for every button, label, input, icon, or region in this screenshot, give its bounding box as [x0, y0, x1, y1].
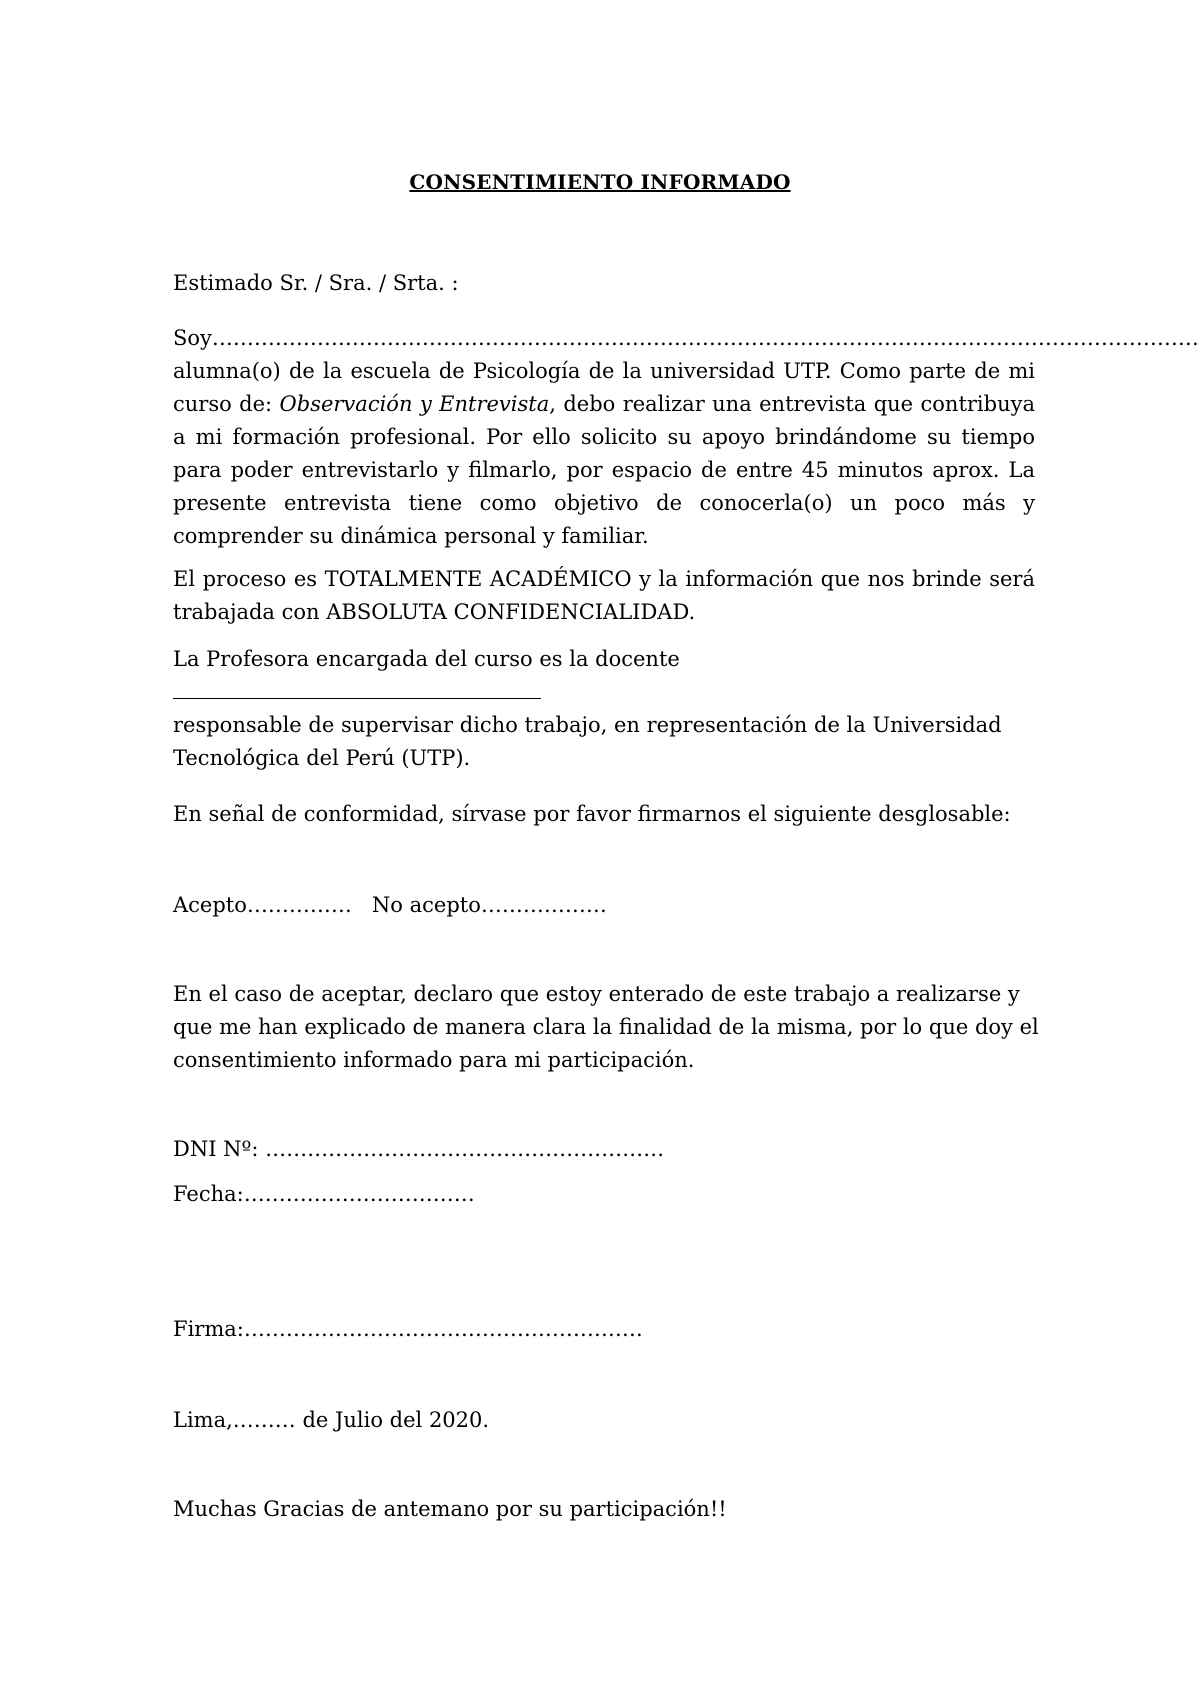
academic-paragraph: El proceso es TOTALMENTE ACADÉMICO y la información que nos brinde será trabajada con ABSOLUTA CONFIDENCIALIDAD. [173, 567, 1035, 624]
professor-text-a: La Profesora encargada del curso es la docente [173, 647, 680, 671]
soy-label: Soy [173, 326, 212, 350]
course-name: Observación y Entrevista [279, 392, 550, 416]
greeting: Estimado Sr. / Sra. / Srta. : [173, 271, 459, 295]
dni-field: DNI Nº: ………………………………………………… [173, 1137, 665, 1161]
declaration-paragraph: En el caso de aceptar, declaro que estoy enterado de este trabajo a realizarse y que me han explicado de manera clara la finalidad de la misma, por lo que doy el consentimiento informado para mi participación. [173, 982, 1039, 1072]
accept-option: Acepto…………… [173, 893, 352, 917]
reject-option: No acepto……………… [371, 893, 607, 917]
firma-field: Firma:………………………………………………… [173, 1317, 643, 1341]
fecha-field: Fecha:…………………………… [173, 1182, 475, 1206]
soy-line [173, 322, 1199, 355]
conformity-paragraph: En señal de conformidad, sírvase por favor firmarnos el siguiente desglosable: [173, 802, 1011, 826]
professor-paragraph [173, 643, 1035, 775]
intro-paragraph [173, 322, 1199, 553]
intro-text-a: alumna(o) de la escuela de Psicología de la universidad UTP. Como parte de mi curso de: [173, 359, 1035, 416]
professor-name-blank [173, 680, 541, 699]
intro-text-b: , debo realizar una entrevista que contribuya a mi formación profesional. Por ello solicito su apoyo brindándome su tiempo para poder entrevistarlo y filmarlo, por espacio de entre 45 minutos aprox. La presente entrevista tiene como objetivo de conocerla(o) un poco más y comprender su dinámica personal y familiar. [173, 392, 1035, 548]
soy-dots: …………………………………………………………………………………………………………………………… [211, 326, 1199, 350]
choice-row [173, 889, 1035, 922]
closing-line: Muchas Gracias de antemano por su participación!! [173, 1497, 727, 1521]
place-date-line: Lima,……… de Julio del 2020. [173, 1408, 490, 1432]
professor-text-b: responsable de supervisar dicho trabajo, en representación de la Universidad Tecnológica del Perú (UTP). [173, 713, 1002, 770]
document-title: CONSENTIMIENTO INFORMADO [409, 170, 791, 194]
